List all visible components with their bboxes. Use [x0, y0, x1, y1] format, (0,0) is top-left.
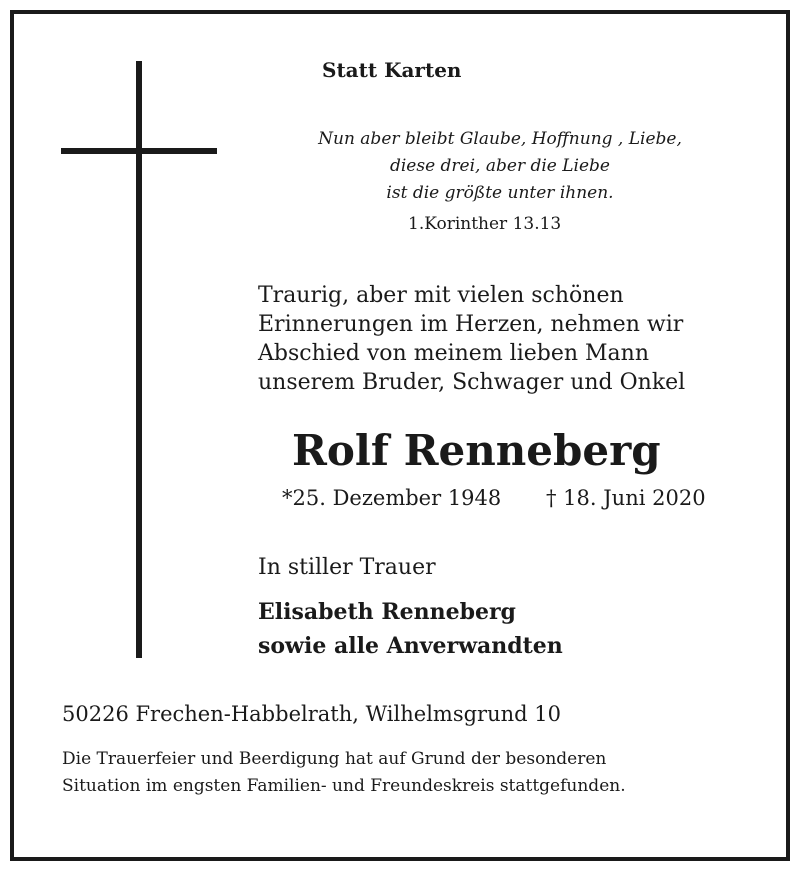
intro-line: unserem Bruder, Schwager und Onkel [258, 370, 686, 395]
deceased-name: Rolf Renneberg [292, 426, 661, 475]
death-date: † 18. Juni 2020 [546, 486, 706, 510]
intro-line: Erinnerungen im Herzen, nehmen wir [258, 312, 684, 337]
intro-line: Traurig, aber mit vielen schönen [258, 283, 624, 308]
intro-line: Abschied von meinem lieben Mann [258, 341, 650, 366]
mourning-label: In stiller Trauer [258, 555, 436, 580]
address: 50226 Frechen-Habbelrath, Wilhelmsgrund 10 [62, 702, 561, 726]
verse-line: diese drei, aber die Liebe [389, 156, 610, 176]
verse-line: ist die größte unter ihnen. [386, 183, 614, 203]
intro-text [258, 281, 685, 397]
mourners-list [258, 595, 563, 663]
statt-karten-heading: Statt Karten [322, 58, 462, 82]
cross-horizontal-bar [61, 148, 217, 154]
note-line: Die Trauerfeier und Beerdigung hat auf Grund der besonderen [62, 749, 607, 769]
note-line: Situation im engsten Familien- und Freundeskreis stattgefunden. [62, 776, 626, 796]
birth-date: *25. Dezember 1948 [282, 486, 502, 510]
mourner-line: sowie alle Anverwandten [258, 633, 563, 659]
bible-verse [290, 126, 710, 207]
verse-line: Nun aber bleibt Glaube, Hoffnung , Liebe, [318, 129, 682, 149]
funeral-note [62, 746, 740, 800]
verse-reference: 1.Korinther 13.13 [408, 214, 562, 234]
mourner-line: Elisabeth Renneberg [258, 599, 516, 625]
